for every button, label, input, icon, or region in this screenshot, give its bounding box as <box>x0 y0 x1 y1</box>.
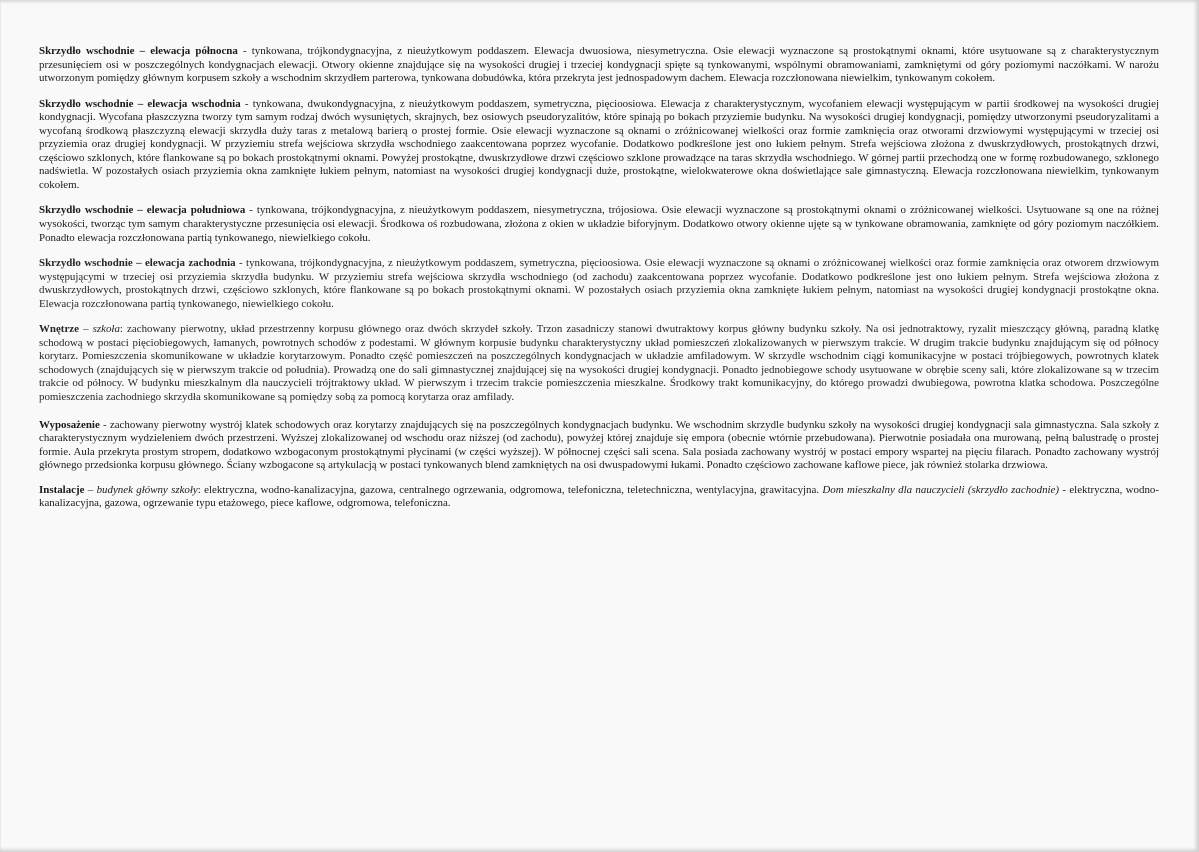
paragraph-subject: budynek główny szkoły <box>96 483 198 496</box>
paragraph-heading: Skrzydło wschodnie – elewacja południowa <box>39 204 246 217</box>
paragraph-text: - zachowany pierwotny wystrój klatek schodowych oraz korytarzy znajdujących się na poszczególnych kondygnacjach budynku. We wschodnim skrzydle budynku szkoły na wysokości drugiej kondygnacji sala gimnastyczna. Sala szkoły z charakterystycznym wydzieleniem dwóch przestrzeni. Wyższej zlokalizowanej od wschodu oraz niższej (od zachodu), powyżej której znajduje się empora (obecnie wtórnie przebudowana). Pierwotnie posiadała ona murowaną, pełną balustradę o prostej formie. Aula przekryta prostym stropem, dodatkowo wzbogaconym prostokątnymi płycinami (w części wyższej). W północnej części sali scena. Sala posiada zachowany wystrój w postaci empory wspartej na pięciu filarach. Ponadto zachowany wystrój głównego przedsionka korpusu głównego. Ściany wzbogacone są artykulacją w postaci tynkowanych blend zamkniętych na osi dwuspadowymi łukami. Ponadto częściowo zachowane kaflowe piece, jak również stolarka drzwiowa. <box>39 418 1159 472</box>
scan-edge-top <box>0 0 1199 4</box>
document-body <box>39 45 1159 524</box>
paragraph-subject: szkoła <box>92 323 120 336</box>
paragraph-text: - tynkowana, dwukondygnacyjna, z nieużytkowym poddaszem, symetryczna, pięcioosiowa. Elewacja z charakterystycznym, wycofaniem elewacji występującym w partii środkowej na wysokości drugiej kondygnacji. Wycofana płaszczyzna tworzy tym samym rodzaj dwóch wysuniętych, skrajnych, bez osiowych pseudoryzalitów, które spinają po bokach przyziemie budynku. Na wysokości drugiej kondygnacji, pomiędzy utworzonymi pseudoryzalitami a wycofaną środkową płaszczyzną elewacji skrzydła duży taras z metalową barierą o prostej formie. Osie elewacji wyznaczone są oknami o zróżnicowanej wielkości oraz formie zamknięcia oraz otworami drzwiowymi występującymi w trzeciej osi przyziemia oraz drugiej kondygnacji. W przyziemiu strefa wejściowa skrzydła wschodniego zaakcentowana poprzez wycofanie. Dodatkowo podkreślone jest ono łukiem pełnym. Strefa wejściowa złożona z dwuskrzydłowych, prostokątnych drzwi, częściowo szklonych, które flankowane są po bokach prostokątnymi oknami. Powyżej prostokątne, dwuskrzydłowe drzwi częściowo szklone prowadzące na taras skrzydła wschodniego. W górnej partii przechodzą one w formę rozbudowanego, szklonego nadświetla. W pozostałych osiach przyziemia okna zamknięte łukiem pełnym, natomiast na wysokości drugiej kondygnacji duże, prostokątne, wielokwaterowe okna doświetlające sale gimnastyczną. Elewacja rozczłonowana niewielkim, tynkowanym cokołem. <box>39 97 1160 191</box>
scan-edge-bottom <box>0 847 1199 852</box>
paragraph-heading: Skrzydło wschodnie – elewacja północna <box>39 45 238 57</box>
paragraph-east-wing-south-elevation <box>39 204 1159 245</box>
paragraph-furnishings <box>39 419 1159 473</box>
paragraph-subject-2: Dom mieszkalny dla nauczycieli (skrzydło zachodnie) <box>822 483 1060 496</box>
paragraph-text: - tynkowana, trójkondygnacyjna, z nieużytkowym poddaszem, symetryczna, pięcioosiowa. Osie elewacji wyznaczone są oknami o zróżnicowanej wielkości oraz formie zamknięcia oraz otworem drzwiowym występującymi w trzeciej osi przyziemia skrzydła budynku. W przyziemiu strefa wejściowa skrzydła wschodniego (od zachodu) zaakcentowana poprzez wycofanie. Dodatkowo podkreślone jest ono łukiem pełnym. Strefa wejściowa złożona z dwuskrzydłowych, prostokątnych drzwi, częściowo szklonych, które flankowane są po bokach prostokątnymi oknami. W pozostałych osiach przyziemia okna zamknięte łukiem pełnym, natomiast na wysokości drugiej kondygnacji prostokątne okna. Elewacja rozczłonowana partią tynkowanego, niewielkiego cokołu. <box>39 257 1159 310</box>
paragraph-text: : elektryczna, wodno-kanalizacyjna, gazowa, centralnego ogrzewania, odgromowa, telefoniczna, teletechniczna, wentylacyjna, grawitacyjna. <box>197 483 823 496</box>
paragraph-separator: – <box>84 483 97 496</box>
paragraph-heading: Instalacje <box>39 483 85 496</box>
paragraph-installations <box>39 484 1159 511</box>
paragraph-text-2: - elektryczna, wodno-kanalizacyjna, gazowa, ogrzewanie typu etażowego, piece kaflowe, odgromowa, telefoniczna. <box>39 483 1159 510</box>
paragraph-heading: Skrzydło wschodnie – elewacja wschodnia <box>39 97 241 110</box>
paragraph-text: - tynkowana, trójkondygnacyjna, z nieużytkowym poddaszem. Elewacja dwuosiowa, niesymetryczna. Osie elewacji wyznaczone są prostokątnymi oknami, które usytuowane są z charakterystycznym przesunięciem osi w poszczególnych kondygnacjach elewacji. Otwory okienne znajdujące się na wysokości drugiej i trzeciej kondygnacji spięte są tynkowanymi, wspólnymi obramowaniami, zamkniętymi od góry poziomymi naczółkami. W narożu utworzonym pomiędzy głównym korpusem szkoły a wschodnim skrzydłem parterowa, tynkowana dobudówka, która przekryta jest jednospadowym dachem. Elewacja rozczłonowana niewielkim, tynkowanym cokołem. <box>39 45 1159 85</box>
paragraph-separator: – <box>78 323 93 336</box>
paragraph-interior <box>39 323 1159 404</box>
paragraph-heading: Wnętrze <box>39 323 79 336</box>
paragraph-heading: Wyposażenie <box>39 418 100 431</box>
paragraph-text: : zachowany pierwotny, układ przestrzenny korpusu głównego oraz dwóch skrzydeł szkoły. Trzon zasadniczy stanowi dwutraktowy korpus główny budynku szkoły. Na osi jednotraktowy, ryzalit mieszczący główną, paradną klatkę schodową w postaci pięciobiegowych, łamanych, powrotnych schodów z podestami. W głównym korpusie budynku charakterystyczny układ pomieszczeń zlokalizowanych w pierwszym trakcie. W drugim trakcie budynku znajdującym się od północy korytarz. Pomieszczenia skomunikowane w układzie korytarzowym. Ponadto część pomieszczeń na poszczególnych kondygnacjach w układzie amfiladowym. W skrzydle wschodnim ciągi komunikacyjne w postaci trójbiegowych, powrotnych klatek schodowych (znajdujących się w pierwszym trakcie od południa). Prowadzą one do sali gimnastycznej znajdującej się na wysokości drugiej kondygnacji. Ponadto jednobiegowe schody usytuowane w obrębie sceny sali, które zlokalizowane są w trzecim trakcie od północy. W budynku mieszkalnym dla nauczycieli trójtraktowy układ. W pierwszym i trzecim trakcie pomieszczenia mieszkalne. Środkowy trakt komunikacyjny, do którego prowadzi dwubiegowa, powrotna klatka schodowa. Poszczególne pomieszczenia zachodniego skrzydła skomunikowane są pomiędzy sobą za pomocą korytarza oraz amfilady. <box>39 323 1159 404</box>
paragraph-east-wing-east-elevation <box>39 98 1159 193</box>
scan-edge-right <box>1193 0 1199 852</box>
paragraph-east-wing-north-elevation <box>39 45 1159 86</box>
paragraph-heading: Skrzydło wschodnie – elewacja zachodnia <box>39 257 236 270</box>
paragraph-text: - tynkowana, trójkondygnacyjna, z nieużytkowym poddaszem, niesymetryczna, trójosiowa. Osie elewacji wyznaczone są prostokątnymi oknami o zróżnicowanej wielkości. Usytuowane są one na różnej wysokości, tworząc tym samym charakterystyczne przesunięcia osi elewacji. Środkowa oś rozbudowana, złożona z okien w układzie biforyjnym. Dodatkowo otwory okienne ujęte są w tynkowane obramowania, zamknięte od góry poziomym naczółkiem. Ponadto elewacja rozczłonowana partią tynkowanego, niewielkiego cokołu. <box>39 204 1159 244</box>
paragraph-east-wing-west-elevation <box>39 257 1159 311</box>
